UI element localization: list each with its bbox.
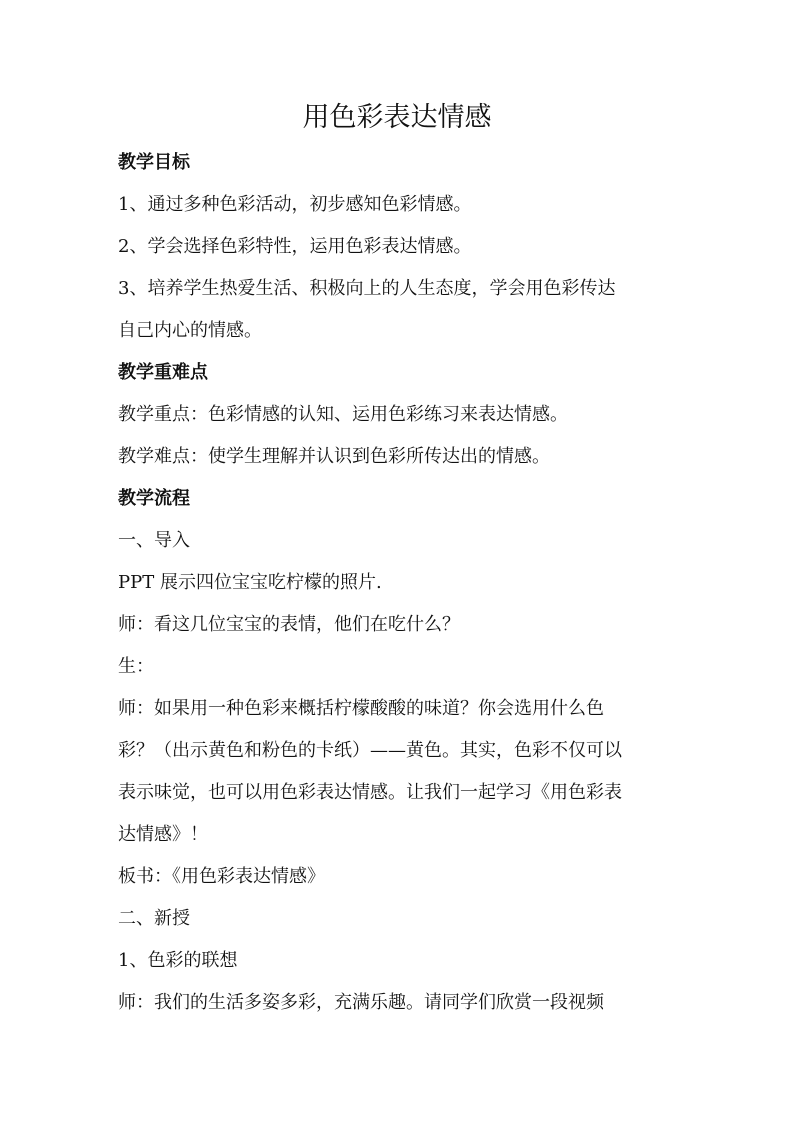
document-body (118, 142, 678, 1024)
teacher-question: 师：看这几位宝宝的表情，他们在吃什么？ (118, 614, 460, 635)
ppt-note: PPT 展示四位宝宝吃柠檬的照片. (118, 572, 382, 593)
key-point-text: 教学重点：色彩情感的认知、运用色彩练习来表达情感。 (118, 404, 568, 425)
goal-item-2: 2、学会选择色彩特性，运用色彩表达情感。 (118, 236, 472, 257)
sub-section-1: 1、色彩的联想 (118, 950, 238, 971)
process-part-1: 一、导入 (118, 530, 190, 551)
difficult-point-text: 教学难点：使学生理解并认识到色彩所传达出的情感。 (118, 446, 550, 467)
section-heading-goals: 教学目标 (118, 152, 190, 173)
teacher-video-line: 师：我们的生活多姿多彩，充满乐趣。请同学们欣赏一段视频 (118, 992, 604, 1013)
process-part-2: 二、新授 (118, 908, 190, 929)
section-heading-key-points: 教学重难点 (118, 362, 208, 383)
teacher-paragraph-line-4: 达情感》！ (118, 824, 208, 845)
goal-item-1: 1、通过多种色彩活动，初步感知色彩情感。 (118, 194, 472, 215)
teacher-paragraph-line-1: 师：如果用一种色彩来概括柠檬酸酸的味道？你会选用什么色 (118, 698, 604, 719)
teacher-paragraph-line-3: 表示味觉，也可以用色彩表达情感。让我们一起学习《用色彩表 (118, 782, 622, 803)
section-heading-process: 教学流程 (118, 488, 190, 509)
board-writing: 板书：《用色彩表达情感》 (118, 866, 325, 887)
goal-item-3-line-2: 自己内心的情感。 (118, 320, 262, 341)
goal-item-3-line-1: 3、培养学生热爱生活、积极向上的人生态度，学会用色彩传达 (118, 278, 616, 299)
student-response: 生： (118, 656, 154, 677)
document-title: 用色彩表达情感 (302, 102, 492, 133)
teacher-paragraph-line-2: 彩？（出示黄色和粉色的卡纸）——黄色。其实，色彩不仅可以 (118, 740, 622, 761)
